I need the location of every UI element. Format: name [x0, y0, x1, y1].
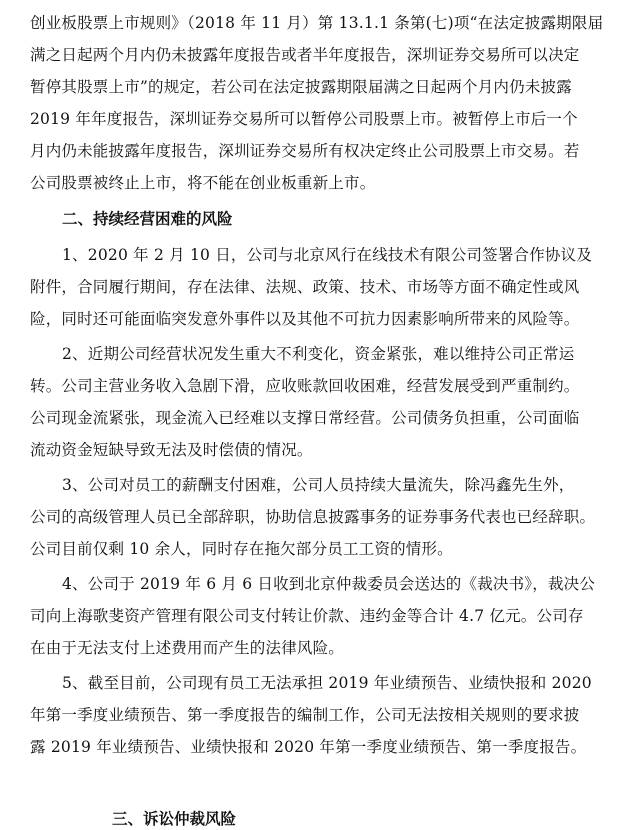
paragraph-line: 月内仍未能披露年度报告，深圳证券交易所有权决定终止公司股票上市交易。若	[30, 142, 580, 160]
paragraph-line: 暂停其股票上市”的规定，若公司在法定披露期限届满之日起两个月内仍未披露	[30, 78, 572, 96]
item-2-line: 公司现金流紧张，现金流入已经难以支撑日常经营。公司债务负担重，公司面临	[30, 409, 580, 427]
item-5-line: 年第一季度业绩预告、第一季度报告的编制工作，公司无法按相关规则的要求披	[30, 706, 580, 724]
cut-off-heading-text: 三、诉讼仲裁风险	[112, 810, 237, 828]
item-4-line: 司向上海歌斐资产管理有限公司支付转让价款、违约金等合计 4.7 亿元。公司存	[30, 607, 584, 625]
item-5-line: 露 2019 年业绩预告、业绩快报和 2020 年第一季度业绩预告、第一季度报告。	[30, 738, 587, 756]
item-3-line: 公司目前仅剩 10 余人，同时存在拖欠部分员工工资的情形。	[30, 540, 453, 558]
paragraph-line: 2019 年年度报告，深圳证券交易所可以暂停公司股票上市。被暂停上市后一个	[30, 110, 578, 128]
paragraph-line: 满之日起两个月内仍未披露年度报告或者半年度报告，深圳证券交易所可以决定	[30, 46, 580, 64]
item-4-line: 在由于无法支付上述费用而产生的法律风险。	[30, 639, 345, 657]
item-1-line: 险，同时还可能面临突发意外事件以及其他不可抗力因素影响所带来的风险等。	[30, 310, 580, 328]
item-2-line: 2、近期公司经营状况发生重大不利变化，资金紧张，难以维持公司正常运	[62, 345, 575, 363]
section-heading: 二、持续经营困难的风险	[62, 210, 233, 228]
item-4-line: 4、公司于 2019 年 6 月 6 日收到北京仲裁委员会送达的《裁决书》，裁决公	[62, 575, 596, 593]
item-5-line: 5、截至目前，公司现有员工无法承担 2019 年业绩预告、业绩快报和 2020	[62, 674, 592, 692]
paragraph-line: 创业板股票上市规则》（2018 年 11 月）第 13.1.1 条第(七)项“在法定披露期限届	[30, 14, 604, 32]
cut-off-heading	[112, 808, 237, 828]
item-1-line: 附件，合同履行期间，存在法律、法规、政策、技术、市场等方面不确定性或风	[30, 278, 580, 296]
item-2-line: 流动资金短缺导致无法及时偿债的情况。	[30, 441, 313, 459]
paragraph-line: 公司股票被终止上市，将不能在创业板重新上市。	[30, 174, 376, 192]
item-2-line: 转。公司主营业务收入急剧下滑，应收账款回收困难，经营发展受到严重制约。	[30, 377, 580, 395]
item-1-line: 1、2020 年 2 月 10 日，公司与北京风行在线技术有限公司签署合作协议及	[62, 246, 593, 264]
item-3-line: 3、公司对员工的薪酬支付困难，公司人员持续大量流失，除冯鑫先生外，	[62, 476, 575, 494]
item-3-line: 公司的高级管理人员已全部辞职，协助信息披露事务的证券事务代表也已经辞职。	[30, 508, 596, 526]
